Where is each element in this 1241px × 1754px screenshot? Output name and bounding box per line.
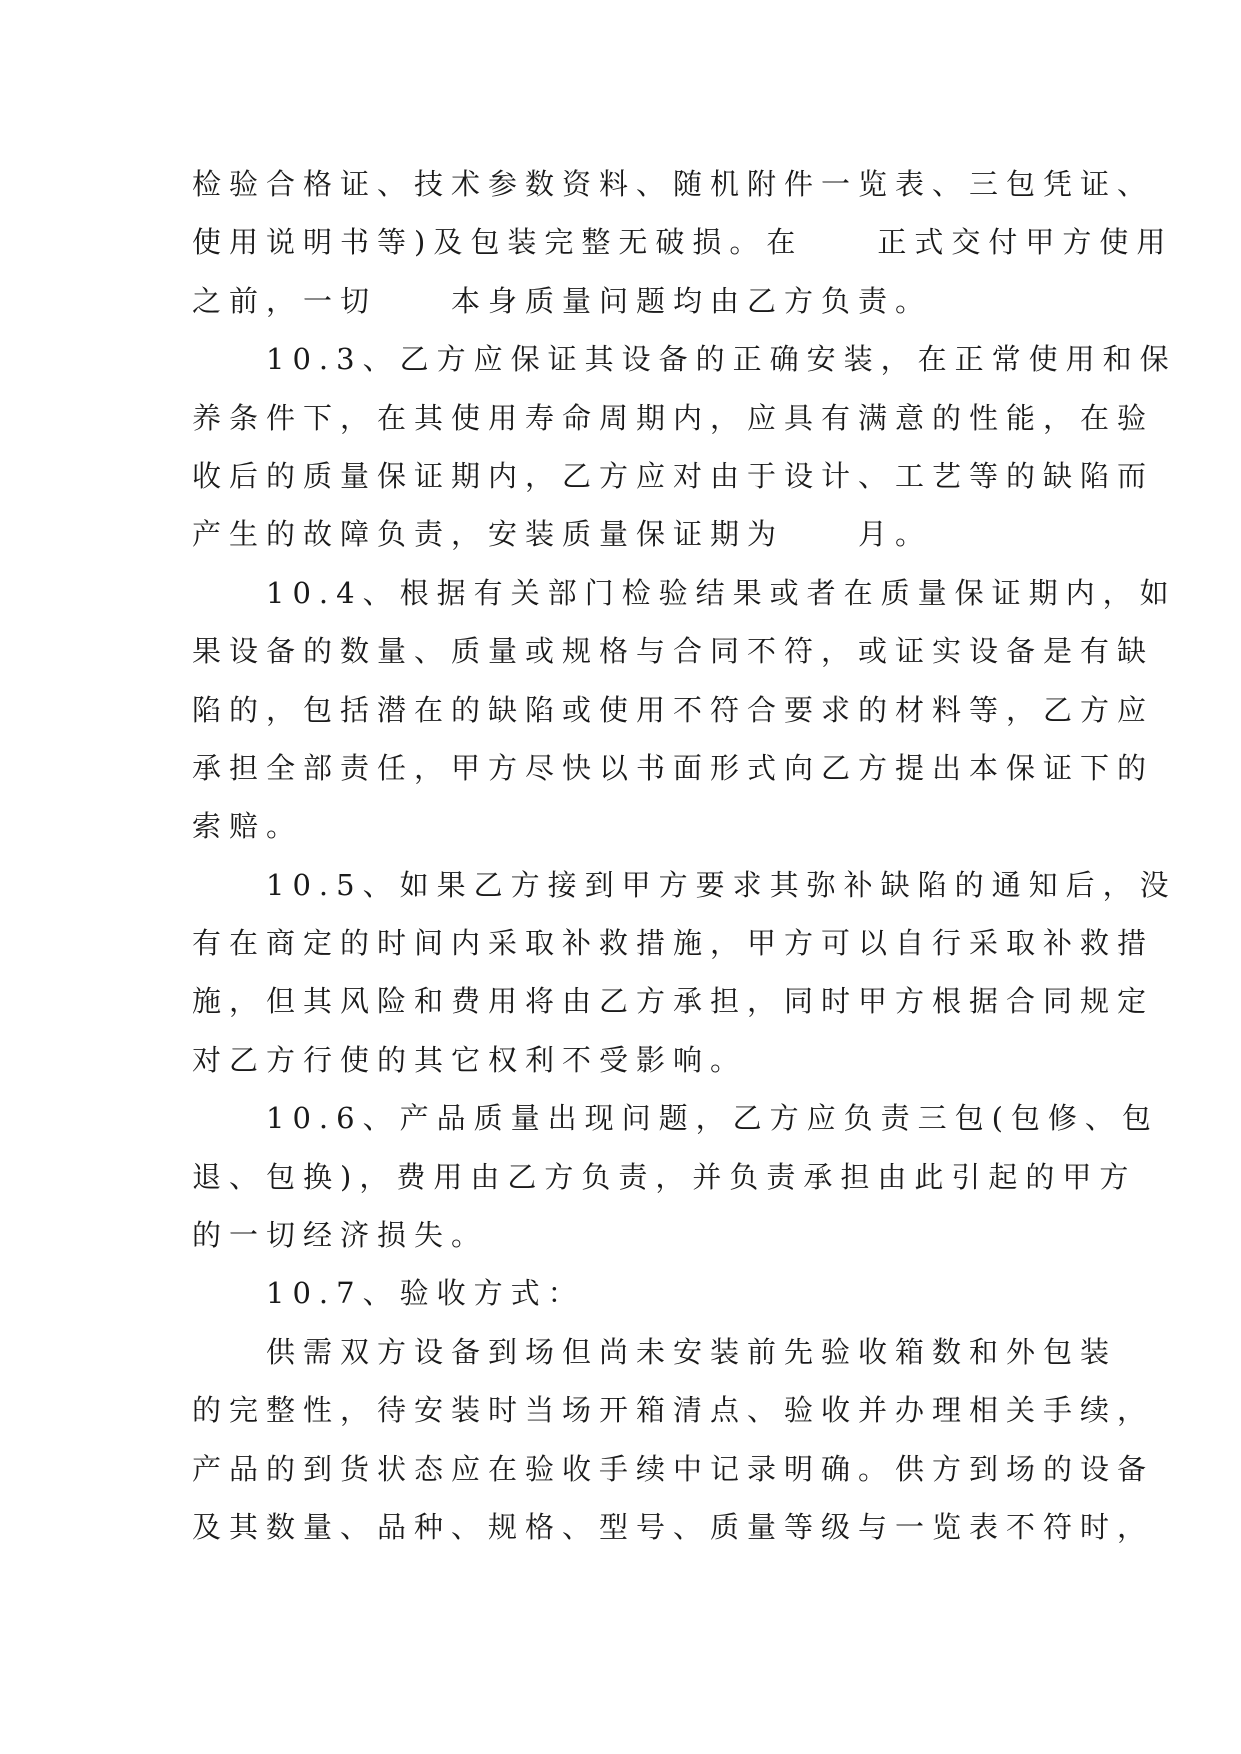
- acceptance-line-3: 产品的到货状态应在验收手续中记录明确。供方到场的设备: [192, 1451, 1155, 1486]
- clause-10-5-line-2: 有在商定的时间内采取补救措施，甲方可以自行采取补救措: [192, 926, 1155, 961]
- clause-10-5-line-3: 施，但其风险和费用将由乙方承担，同时甲方根据合同规定: [192, 984, 1155, 1019]
- clause-10-4-line-5: 索赔。: [192, 809, 304, 844]
- clause-10-5-line-4: 对乙方行使的其它权利不受影响。: [192, 1042, 748, 1077]
- clause-10-3-line-3: 收后的质量保证期内，乙方应对由于设计、工艺等的缺陷而: [192, 458, 1155, 493]
- clause-10-3-line-4: 产生的故障负责，安装质量保证期为 月。: [192, 517, 933, 552]
- clause-10-5-line-1: 10.5、如果乙方接到甲方要求其弥补缺陷的通知后，没: [192, 867, 1177, 902]
- clause-10-6-line-1: 10.6、产品质量出现问题，乙方应负责三包(包修、包: [192, 1101, 1159, 1136]
- clause-10-3-line-2: 养条件下，在其使用寿命周期内，应具有满意的性能，在验: [192, 400, 1155, 435]
- clause-10-6-line-3: 的一切经济损失。: [192, 1218, 489, 1253]
- clause-10-4-line-1: 10.4、根据有关部门检验结果或者在质量保证期内，如: [192, 575, 1177, 610]
- text-line-3: 之前，一切 本身质量问题均由乙方负责。: [192, 283, 933, 318]
- clause-10-4-line-4: 承担全部责任，甲方尽快以书面形式向乙方提出本保证下的: [192, 750, 1155, 785]
- clause-10-4-line-2: 果设备的数量、质量或规格与合同不符，或证实设备是有缺: [192, 634, 1155, 669]
- document-body: [192, 155, 1177, 1556]
- acceptance-line-2: 的完整性，待安装时当场开箱清点、验收并办理相关手续，: [192, 1393, 1155, 1428]
- clause-10-6-line-2: 退、包换)，费用由乙方负责，并负责承担由此引起的甲方: [192, 1159, 1137, 1194]
- text-line-2: 使用说明书等)及包装完整无破损。在 正式交付甲方使用: [192, 225, 1174, 260]
- clause-10-4-line-3: 陷的，包括潜在的缺陷或使用不符合要求的材料等，乙方应: [192, 692, 1155, 727]
- acceptance-line-1: 供需双方设备到场但尚未安装前先验收箱数和外包装: [192, 1334, 1118, 1369]
- acceptance-line-4: 及其数量、品种、规格、型号、质量等级与一览表不符时，: [192, 1509, 1155, 1544]
- clause-10-7-heading: 10.7、验收方式：: [192, 1276, 585, 1311]
- text-line-1: 检验合格证、技术参数资料、随机附件一览表、三包凭证、: [192, 167, 1155, 201]
- clause-10-3-line-1: 10.3、乙方应保证其设备的正确安装，在正常使用和保: [192, 342, 1177, 377]
